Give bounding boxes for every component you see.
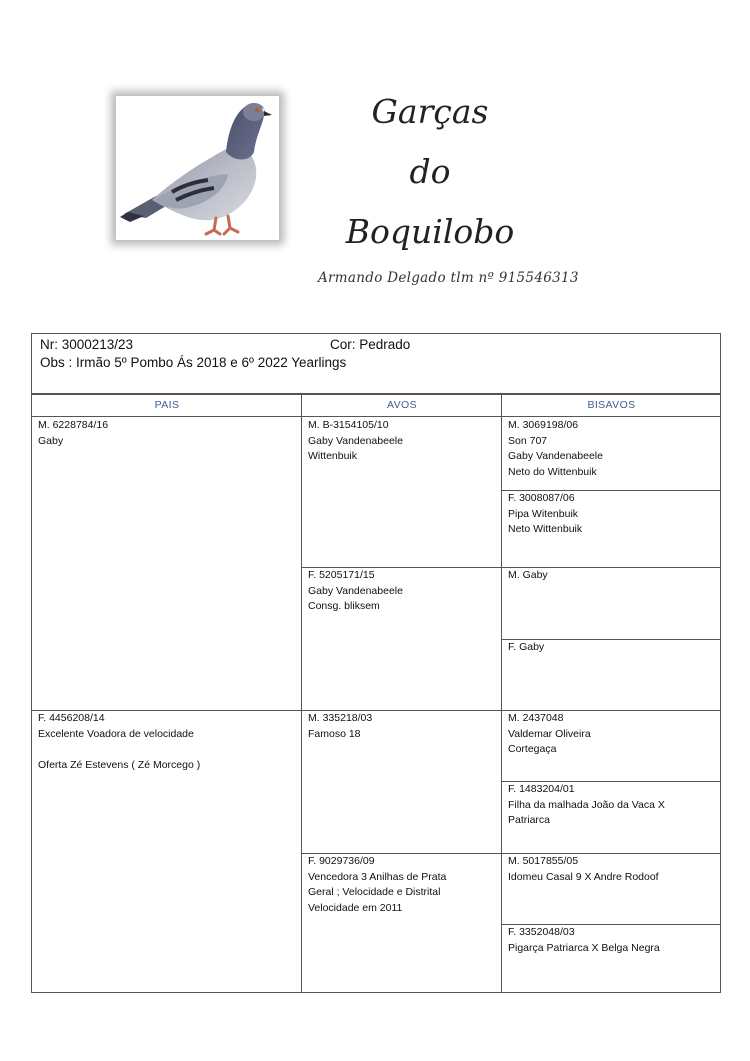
avos-cell [308,418,403,465]
pedigree-table [31,394,721,993]
divider [301,395,302,992]
cell-line: M. 5017855/05 [508,855,579,867]
bisavos-cell [508,854,659,885]
cell-line: F. Gaby [508,641,545,653]
pais-cell [38,711,200,773]
cell-line: Excelente Voadora de velocidade [38,727,194,740]
observations: Obs : Irmão 5º Pombo Ás 2018 e 6º 2022 Yearlings [40,355,347,370]
cell-line: M. B-3154105/10 [308,419,389,431]
bird-info-box [31,333,721,394]
column-header-bisavos: BISAVOS [502,395,721,417]
title-line-2: do [409,152,451,191]
cell-line: F. 4456208/14 [38,712,105,724]
cell-line: F. 9029736/09 [308,855,375,867]
divider [501,395,502,992]
cell-line: Patriarca [508,814,551,826]
cell-line: Pigarça Patriarca X Belga Negra [508,941,660,954]
pigeon-illustration [116,96,279,240]
column-header-avos: AVOS [302,395,502,417]
cell-line: Gaby Vandenabeele [508,450,603,462]
cell-line: Geral ; Velocidade e Distrital [308,886,441,898]
cell-line: F. 3352048/03 [508,926,575,938]
color: Cor: Pedrado [330,337,411,352]
bisavos-cell [508,711,591,758]
cell-line: M. 6228784/16 [38,419,109,431]
bisavos-cell [508,418,603,480]
cell-line: Gaby Vandenabeele [308,434,403,447]
column-header-pais: PAIS [32,395,302,417]
pais-cell [38,418,108,449]
cell-line: F. 1483204/01 [508,783,575,795]
cell-line: F. 3008087/06 [508,492,575,504]
bisavos-cell [508,640,544,656]
cell-line: M. Gaby [508,569,548,581]
cell-line: Gaby [38,434,64,447]
cell-line: Idomeu Casal 9 X Andre Rodoof [508,870,659,883]
cell-line: Cortegaça [508,743,557,755]
cell-line: Vencedora 3 Anilhas de Prata [308,870,447,883]
avos-cell [308,711,372,742]
cell-line: Velocidade em 2011 [308,901,403,914]
cell-line: Neto Wittenbuik [508,523,583,535]
cell-line: Consg. bliksem [308,600,380,612]
bisavos-cell [508,782,665,829]
cell-line: Gaby Vandenabeele [308,584,403,597]
cell-line: M. 3069198/06 [508,419,579,431]
cell-line: M. 335218/03 [308,712,373,724]
cell-spacer [38,742,200,758]
bisavos-cell [508,491,582,538]
avos-cell [308,854,446,916]
cell-line: Son 707 [508,434,548,447]
cell-line: Famoso 18 [308,727,361,740]
owner-contact: Armando Delgado tlm nº 915546313 [318,270,579,286]
cell-line: F. 5205171/15 [308,569,375,581]
cell-line: Valdemar Oliveira [508,727,591,740]
cell-line: Pipa Witenbuik [508,507,579,520]
cell-line: Neto do Wittenbuik [508,465,597,478]
cell-line: Wittenbuik [308,450,358,462]
cell-line: M. 2437048 [508,712,564,724]
bisavos-cell [508,568,548,584]
bisavos-cell [508,925,660,956]
title-line-1: Garças [371,92,489,131]
ring-number: Nr: 3000213/23 [40,337,134,352]
cell-line: Filha da malhada João da Vaca X [508,798,665,811]
avos-cell [308,568,403,615]
pigeon-photo [116,96,279,240]
title-line-3: Boquilobo [345,212,515,251]
cell-line: Oferta Zé Estevens ( Zé Morcego ) [38,758,201,771]
